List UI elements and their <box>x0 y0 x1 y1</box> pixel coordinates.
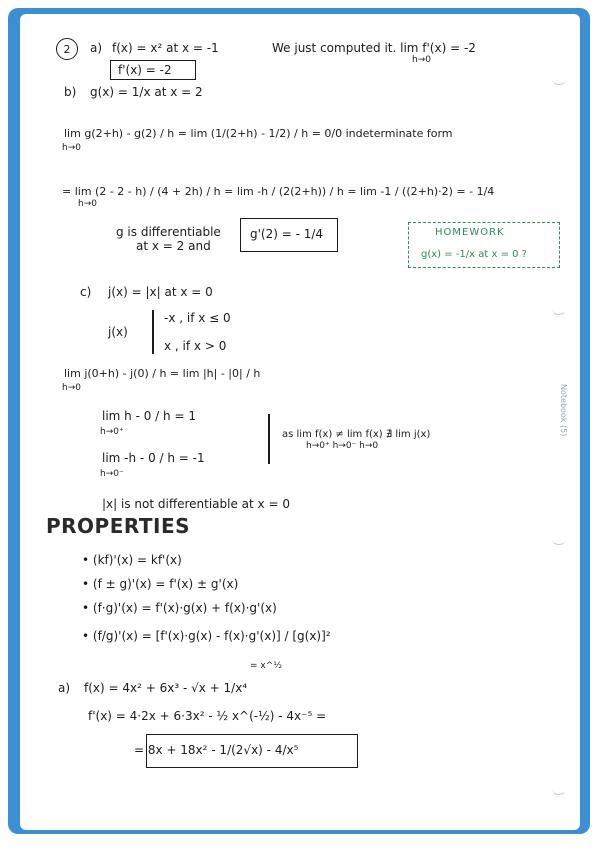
curly-brace <box>268 414 270 464</box>
brace-note: as lim f(x) ≠ lim f(x) ∄ lim j(x) <box>282 429 431 440</box>
example-derivative: f'(x) = 4·2x + 6·3x² - ½ x^(-½) - 4x⁻⁵ = <box>88 709 327 723</box>
left-limit-sub: h→0⁻ <box>100 469 124 479</box>
piecewise-brace <box>152 310 154 354</box>
binder-hole <box>552 74 566 85</box>
part-b-lim-sub-2: h→0 <box>78 199 97 209</box>
piecewise-name: j(x) <box>108 325 128 339</box>
example-annotation: = x^½ <box>250 661 282 671</box>
part-c-limit-line: lim j(0+h) - j(0) / h = lim |h| - |0| / h <box>64 367 261 380</box>
part-b-second-line: = lim (2 - 2 - h) / (4 + 2h) / h = lim -h / (2(2+h)) / h = lim -1 / ((2+h)·2) = - 1/4 <box>62 185 495 198</box>
part-b-conclusion-2: at x = 2 and <box>136 239 211 253</box>
binder-hole <box>552 784 566 795</box>
piecewise-case-2: x , if x > 0 <box>164 339 227 353</box>
problem-number: 2 <box>56 38 78 60</box>
part-b-statement: g(x) = 1/x at x = 2 <box>90 85 203 99</box>
brace-sub: h→0⁺ h→0⁻ h→0 <box>306 441 379 451</box>
piecewise-case-1: -x , if x ≤ 0 <box>164 311 231 325</box>
property-item: • (f/g)'(x) = [f'(x)·g(x) - f(x)·g'(x)] / [g(x)]² <box>82 629 331 643</box>
property-item: • (f·g)'(x) = f'(x)·g(x) + f(x)·g'(x) <box>82 601 277 615</box>
part-c-statement: j(x) = |x| at x = 0 <box>108 285 213 299</box>
example-function: f(x) = 4x² + 6x³ - √x + 1/x⁴ <box>84 681 248 695</box>
part-b-lim-sub: h→0 <box>62 143 81 153</box>
part-a-label: a) <box>90 41 103 55</box>
right-limit: lim h - 0 / h = 1 <box>102 409 196 423</box>
right-limit-sub: h→0⁺ <box>100 427 124 437</box>
part-b-boxed: g'(2) = - 1/4 <box>250 227 324 241</box>
part-b-limit-line: lim g(2+h) - g(2) / h = lim (1/(2+h) - 1/2) / h = 0/0 indeterminate form <box>64 127 453 140</box>
part-a-statement: f(x) = x² at x = -1 <box>112 41 219 55</box>
part-a-boxed: f'(x) = -2 <box>118 63 172 77</box>
homework-box <box>408 222 560 268</box>
part-b-label: b) <box>64 85 77 99</box>
part-c-label: c) <box>80 285 92 299</box>
example-label: a) <box>58 681 71 695</box>
part-a-note-sub: h→0 <box>412 55 431 65</box>
binder-hole <box>552 534 566 545</box>
homework-body: g(x) = -1/x at x = 0 ? <box>421 249 527 260</box>
part-c-lim-sub: h→0 <box>62 383 81 393</box>
properties-heading: PROPERTIES <box>46 514 191 538</box>
binder-hole <box>552 304 566 315</box>
left-limit: lim -h - 0 / h = -1 <box>102 451 205 465</box>
property-item: • (f ± g)'(x) = f'(x) ± g'(x) <box>82 577 239 591</box>
example-result: = 8x + 18x² - 1/(2√x) - 4/x⁵ <box>134 743 299 757</box>
part-b-conclusion-1: g is differentiable <box>116 225 221 239</box>
homework-title: HOMEWORK <box>435 227 505 238</box>
margin-note: Notebook (5) <box>559 384 568 437</box>
property-item: • (kf)'(x) = kf'(x) <box>82 553 182 567</box>
part-c-conclusion: |x| is not differentiable at x = 0 <box>102 497 290 511</box>
part-a-note: We just computed it. lim f'(x) = -2 <box>272 41 476 55</box>
